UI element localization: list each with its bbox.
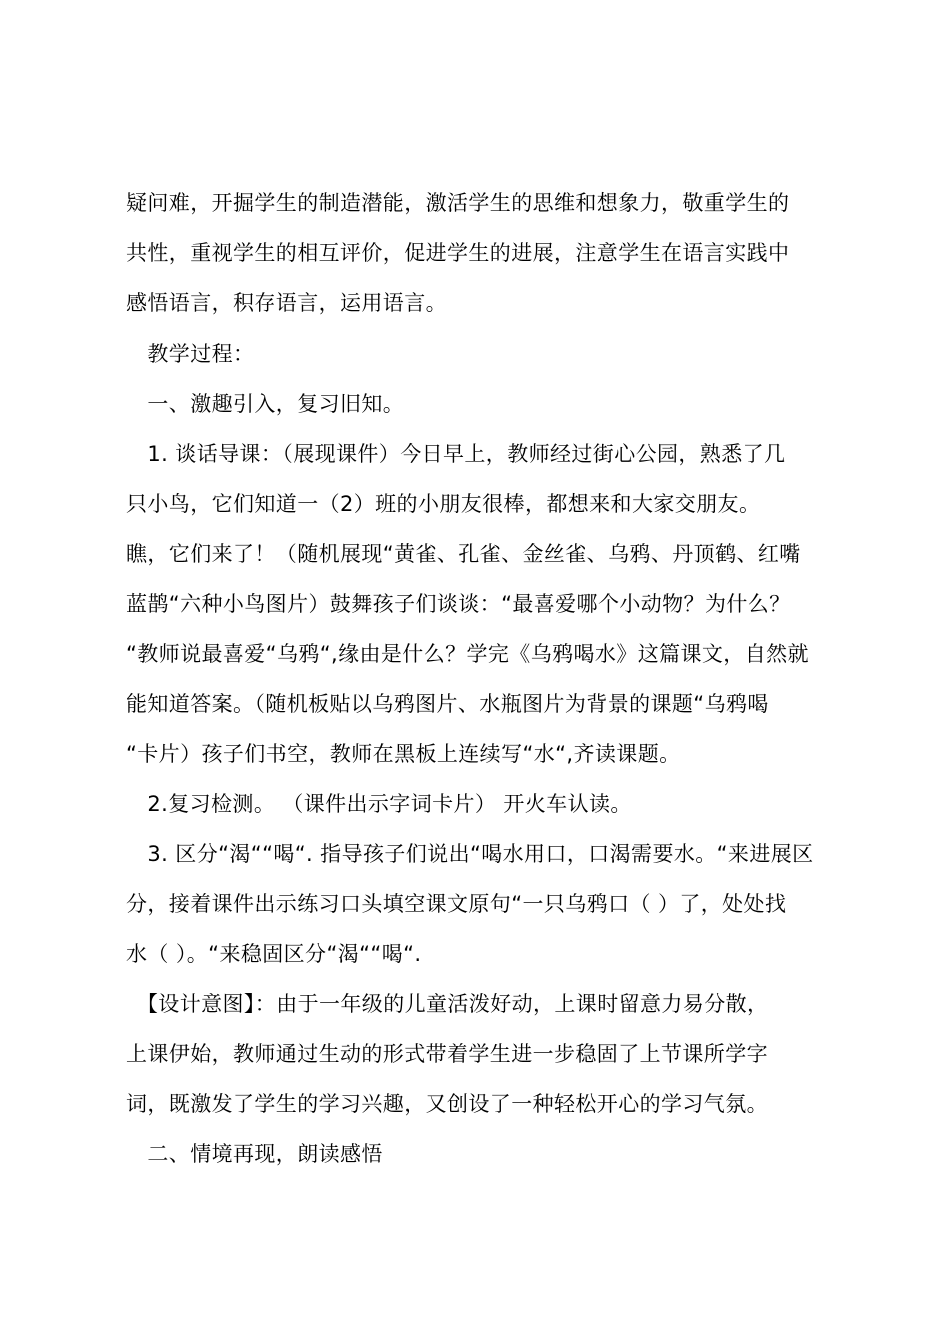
paragraph-line: 【设计意图】：由于一年级的儿童活泼好动，上课时留意力易分散， (126, 992, 769, 1016)
paragraph-line: 疑问难，开掘学生的制造潜能，激活学生的思维和想象力，敬重学生的 (126, 191, 790, 215)
paragraph-line: 3. 区分“渴““喝“. 指导孩子们说出“喝水用口，口渴需要水。“来进展区 (126, 842, 814, 866)
paragraph-line: 水（ ）。“来稳固区分“渴““喝“. (126, 942, 422, 966)
paragraph-line: 瞧，它们来了！（随机展现“黄雀、孔雀、金丝雀、乌鸦、丹顶鹤、红嘴 (126, 542, 801, 566)
paragraph-line: 上课伊始，教师通过生动的形式带着学生进一步稳固了上节课所学字 (126, 1042, 768, 1066)
section-heading: 一、激趣引入，复习旧知。 (126, 392, 405, 416)
paragraph-line: 只小鸟，它们知道一（2）班的小朋友很棒，都想来和大家交朋友。 (126, 492, 761, 516)
paragraph-line: 词，既激发了学生的学习兴趣，又创设了一种轻松开心的学习气氛。 (126, 1092, 768, 1116)
paragraph-line: “卡片）孩子们书空，教师在黑板上连续写“水“,齐读课题。 (126, 742, 681, 766)
paragraph-line: 2.复习检测。 （课件出示字词卡片） 开火车认读。 (126, 792, 632, 816)
section-heading: 二、情境再现，朗读感悟 (126, 1142, 383, 1166)
paragraph-line: 蓝鹊“六种小鸟图片）鼓舞孩子们谈谈：“最喜爱哪个小动物？为什么？ (126, 592, 791, 616)
paragraph-line: 感悟语言，积存语言，运用语言。 (126, 291, 447, 315)
paragraph-line: 共性，重视学生的相互评价，促进学生的进展，注意学生在语言实践中 (126, 241, 790, 265)
paragraph-line: 能知道答案。（随机板贴以乌鸦图片、水瓶图片为背景的课题“乌鸦喝 (126, 692, 769, 716)
paragraph-line: “教师说最喜爱“乌鸦“,缘由是什么？学完《乌鸦喝水》这篇课文，自然就 (126, 642, 809, 666)
paragraph-line: 分，接着课件出示练习口头填空课文原句“一只乌鸦口（ ）了，处处找 (126, 892, 787, 916)
section-heading: 教学过程： (126, 342, 255, 366)
paragraph-line: 1. 谈话导课：（展现课件）今日早上，教师经过街心公园，熟悉了几 (126, 442, 786, 466)
